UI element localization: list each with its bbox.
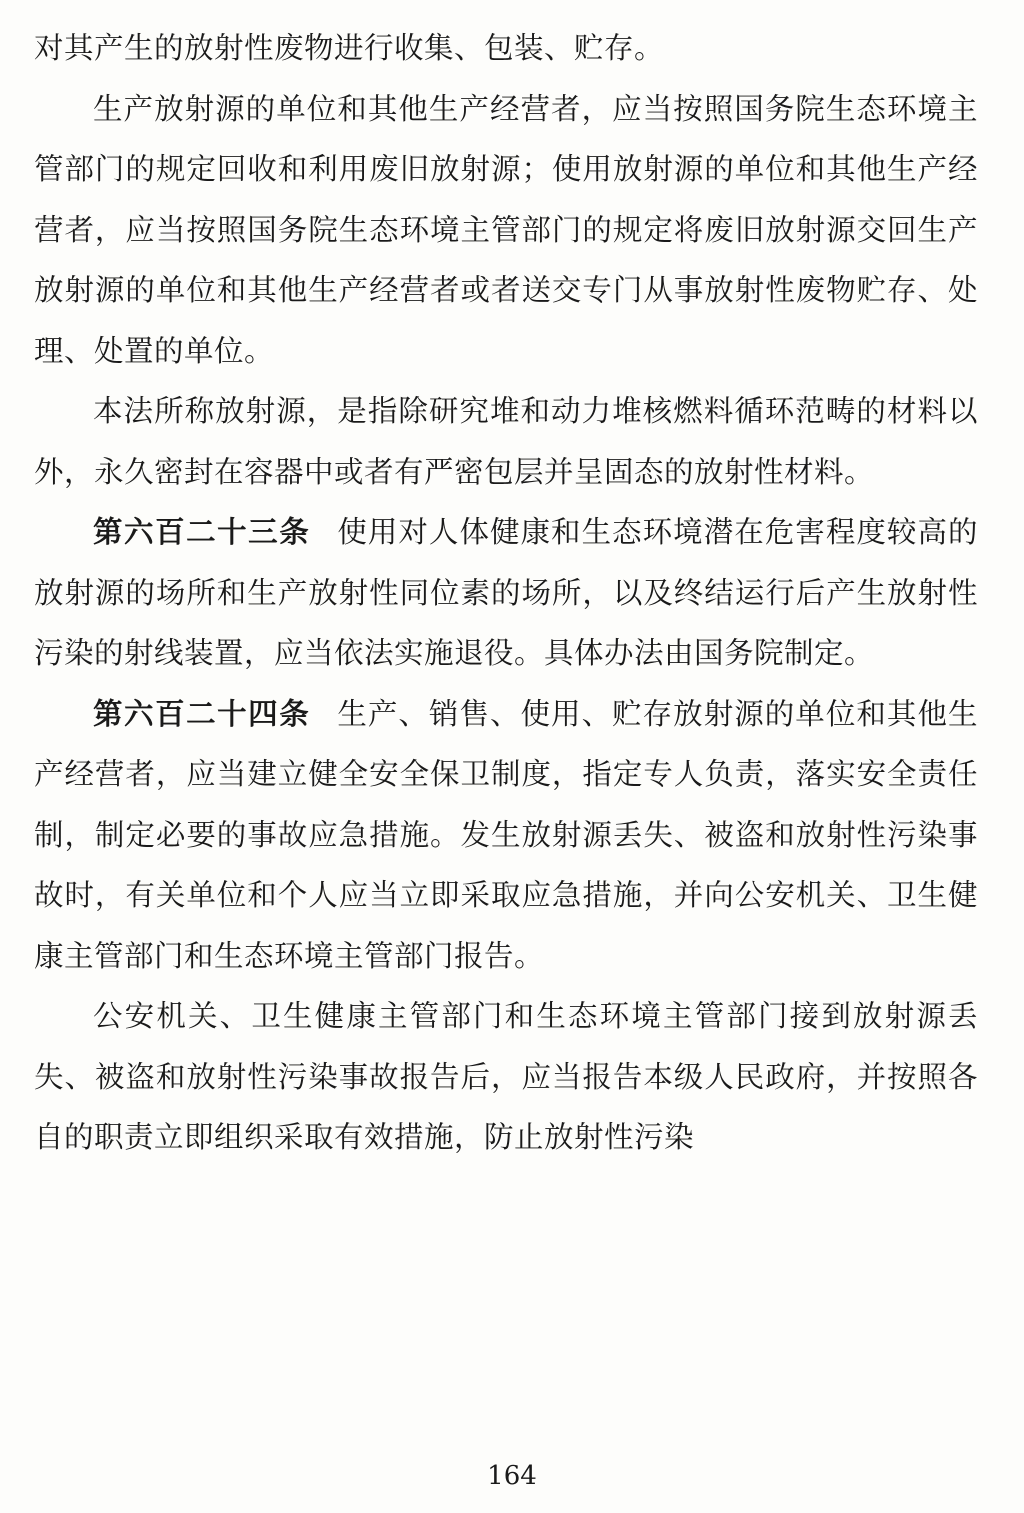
paragraph [34,381,978,502]
article-number-label: 第六百二十四条 [93,695,311,731]
paragraph-text: 公安机关、卫生健康主管部门和生态环境主管部门接到放射源丢失、被盗和放射性污染事故报告后，应当报告本级人民政府，并按照各自的职责立即组织采取有效措施，防止放射性污染 [34,999,978,1154]
paragraph-text: 生产放射源的单位和其他生产经营者，应当按照国务院生态环境主管部门的规定回收和利用废旧放射源；使用放射源的单位和其他生产经营者，应当按照国务院生态环境主管部门的规定将废旧放射源交回生产放射源的单位和其他生产经营者或者送交专门从事放射性废物贮存、处理、处置的单位。 [34,91,978,368]
paragraph-text: 使用对人体健康和生态环境潜在危害程度较高的放射源的场所和生产放射性同位素的场所，以及终结运行后产生放射性污染的射线装置，应当依法实施退役。具体办法由国务院制定。 [34,515,978,670]
paragraph-text: 本法所称放射源，是指除研究堆和动力堆核燃料循环范畴的材料以外，永久密封在容器中或者有严密包层并呈固态的放射性材料。 [34,394,978,489]
article-number-label: 第六百二十三条 [93,514,311,549]
page-body [34,18,978,1168]
article-paragraph [34,684,978,987]
paragraph [34,986,978,1168]
article-paragraph [34,502,978,684]
page-number: 164 [487,1461,537,1491]
paragraph-text: 生产、销售、使用、贮存放射源的单位和其他生产经营者，应当建立健全安全保卫制度，指定专人负责，落实安全责任制，制定必要的事故应急措施。发生放射源丢失、被盗和放射性污染事故时，有关单位和个人应当立即采取应急措施，并向公安机关、卫生健康主管部门和生态环境主管部门报告。 [34,696,978,973]
paragraph-text: 对其产生的放射性废物进行收集、包装、贮存。 [34,31,665,65]
paragraph [34,18,978,79]
paragraph [34,79,978,382]
